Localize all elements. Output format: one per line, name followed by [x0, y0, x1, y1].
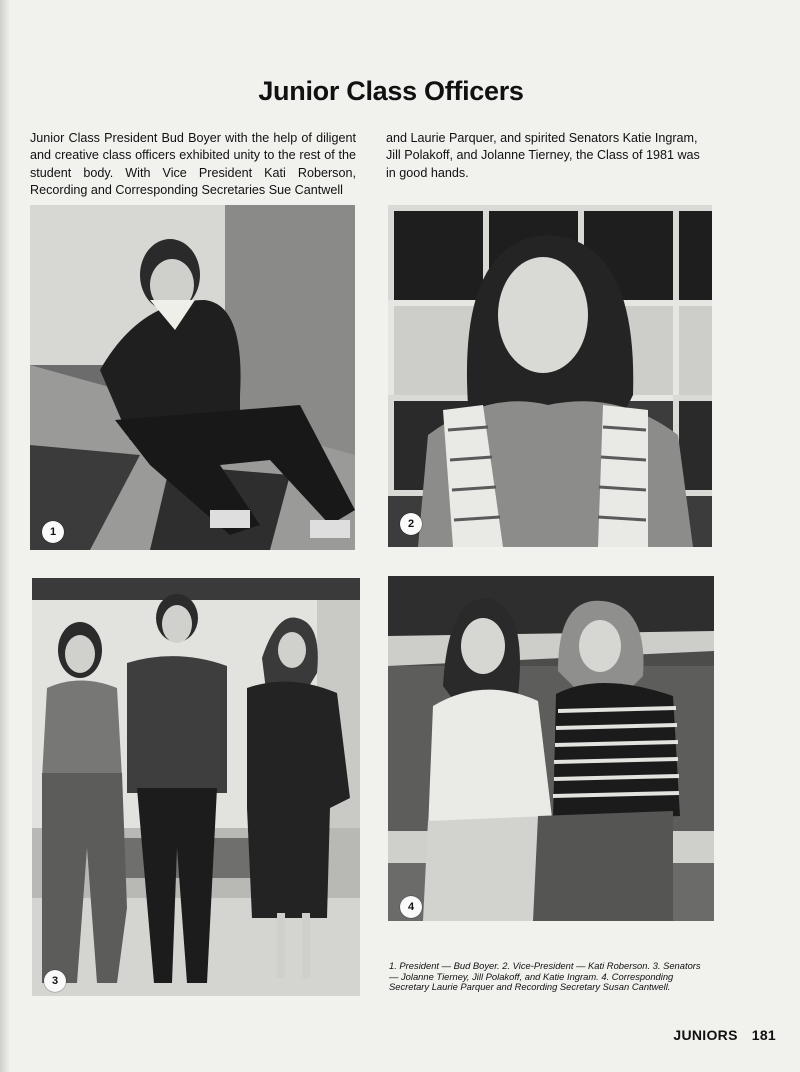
section-name: JUNIORS	[673, 1027, 738, 1043]
photo-senators	[32, 578, 360, 996]
photo-number-badge: 2	[400, 513, 422, 535]
photo-number-badge: 1	[42, 521, 64, 543]
page-title: Junior Class Officers	[258, 76, 524, 107]
photo-president	[30, 205, 355, 550]
intro-paragraph-right: and Laurie Parquer, and spirited Senators Katie Ingram, Jill Polakoff, and Jolanne Tierney, the Class of 1981 was in good hands.	[386, 130, 700, 180]
photo-vice-president	[388, 205, 712, 547]
photo-number-badge: 4	[400, 896, 422, 918]
page-binding-edge	[0, 0, 9, 1072]
photo-secretaries	[388, 576, 714, 921]
intro-paragraph-left: Junior Class President Bud Boyer with the help of diligent and creative class officers exhibited unity to the rest of the student body. With Vice President Kati Roberson, Recording and Corresponding Secretaries Sue Cantwell	[30, 130, 356, 198]
page-footer	[673, 1027, 776, 1043]
page-number: 181	[751, 1027, 776, 1043]
photo-number-badge: 3	[44, 970, 66, 992]
photo-caption: 1. President — Bud Boyer. 2. Vice-President — Kati Roberson. 3. Senators — Jolanne Tierney, Jill Polakoff, and Katie Ingram. 4. Corresponding Secretary Laurie Parquer and Recording Secretary Susan Cantwell.	[389, 960, 701, 993]
